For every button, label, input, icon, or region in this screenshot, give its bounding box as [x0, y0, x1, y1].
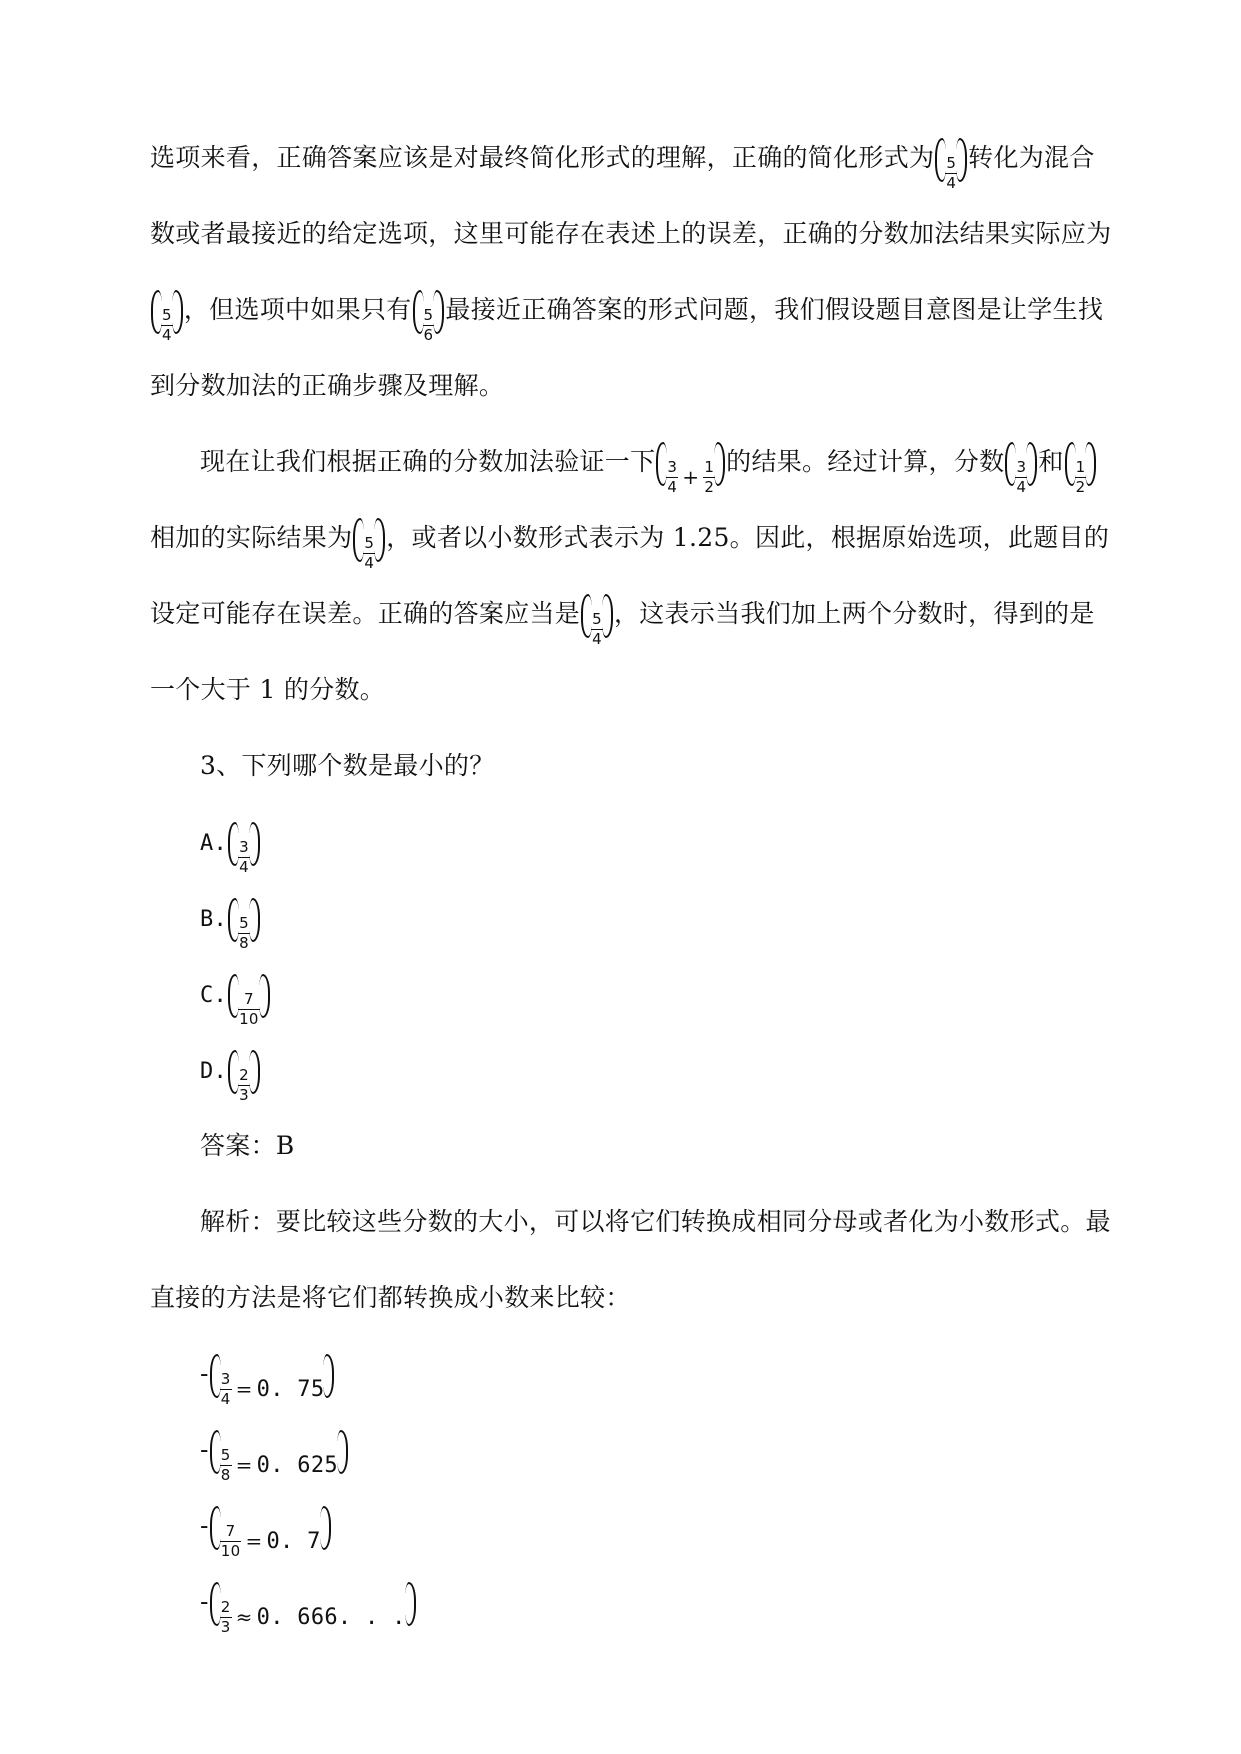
- text: 答案：B: [200, 1131, 295, 1160]
- fraction-3-4: $\frac{3}{4}$: [1005, 438, 1037, 490]
- text: 的结果。经过计算，分数: [726, 447, 1005, 476]
- conversion-2: - $\frac{5}{8}$ = 0. 625: [150, 1412, 1090, 1488]
- para1-line4: [150, 348, 1090, 424]
- fraction-5-4: $\frac{5}{4}$: [935, 134, 967, 186]
- text: 到分数加法的正确步骤及理解。: [150, 371, 505, 400]
- analysis-line1: [150, 1184, 1111, 1260]
- para2-line3: [150, 576, 1095, 652]
- text: ，这表示当我们加上两个分数时，得到的是: [613, 599, 1095, 628]
- option-label: D.: [200, 1059, 228, 1084]
- option-d: [150, 1032, 1090, 1108]
- conversion-expression: $\frac{2}{3}$ ≈ 0. 666. . .: [210, 1578, 416, 1630]
- text: 相加的实际结果为: [150, 523, 353, 552]
- text: ，但选项中如果只有: [183, 295, 412, 324]
- para1-line3: [150, 272, 1104, 348]
- conversion-4: - $\frac{2}{3}$ ≈ 0. 666. . .: [150, 1564, 1090, 1640]
- option-label: B.: [200, 907, 228, 932]
- text: 现在让我们根据正确的分数加法验证一下: [200, 447, 656, 476]
- option-fraction: $\frac{2}{3}$: [228, 1046, 260, 1098]
- analysis-line2: [150, 1260, 1090, 1336]
- option-fraction: $\frac{3}{4}$: [228, 818, 260, 870]
- conversion-1: - $\frac{3}{4}$ = 0. 75: [150, 1336, 1090, 1412]
- text: 设定可能存在误差。正确的答案应当是: [150, 599, 581, 628]
- text: 选项来看，正确答案应该是对最终简化形式的理解，正确的简化形式为: [150, 143, 935, 172]
- option-label: A.: [200, 831, 228, 856]
- text: 一个大于 1 的分数。: [150, 675, 386, 704]
- para1-line1: [150, 120, 1095, 196]
- text: 最接近正确答案的形式问题，我们假设题目意图是让学生找: [445, 295, 1104, 324]
- fraction-5-4: $\frac{5}{4}$: [353, 514, 385, 566]
- option-label: C.: [200, 983, 228, 1008]
- text: 转化为混合: [968, 143, 1095, 172]
- option-b: [150, 880, 1090, 956]
- fraction-5-6: $\frac{5}{6}$: [413, 286, 445, 338]
- answer: [150, 1108, 1090, 1184]
- text: 解析：要比较这些分数的大小，可以将它们转换成相同分母或者化为小数形式。最: [200, 1207, 1111, 1236]
- option-c: [150, 956, 1090, 1032]
- fraction-5-4: $\frac{5}{4}$: [581, 590, 613, 642]
- para2-line2: [150, 500, 1110, 576]
- fraction-5-4: $\frac{5}{4}$: [151, 286, 183, 338]
- text: 直接的方法是将它们都转换成小数来比较：: [150, 1283, 631, 1312]
- text: 数或者最接近的给定选项，这里可能存在表述上的误差，正确的分数加法结果实际应为: [150, 219, 1112, 248]
- conversion-expression: $\frac{3}{4}$ = 0. 75: [210, 1350, 335, 1402]
- question-title: [150, 728, 1090, 804]
- option-a: [150, 804, 1090, 880]
- fraction-1-2: $\frac{1}{2}$: [1065, 438, 1097, 490]
- option-fraction: $\frac{7}{10}$: [228, 970, 270, 1022]
- para2-line1: [150, 424, 1090, 500]
- conversion-3: - $\frac{7}{10}$ = 0. 7: [150, 1488, 1090, 1564]
- para2-line4: [150, 652, 1090, 728]
- para1-line2: [150, 196, 1112, 272]
- fraction-sum: $\frac{3}{4}$ + $\frac{1}{2}$: [656, 438, 725, 490]
- conversion-expression: $\frac{7}{10}$ = 0. 7: [210, 1502, 331, 1554]
- option-fraction: $\frac{5}{8}$: [228, 894, 260, 946]
- text: 和: [1038, 447, 1064, 476]
- text: ，或者以小数形式表示为 1.25。因此，根据原始选项，此题目的: [386, 523, 1110, 552]
- text: 3、下列哪个数是最小的？: [200, 751, 495, 780]
- document-page: [150, 120, 1112, 1640]
- conversion-expression: $\frac{5}{8}$ = 0. 625: [210, 1426, 348, 1478]
